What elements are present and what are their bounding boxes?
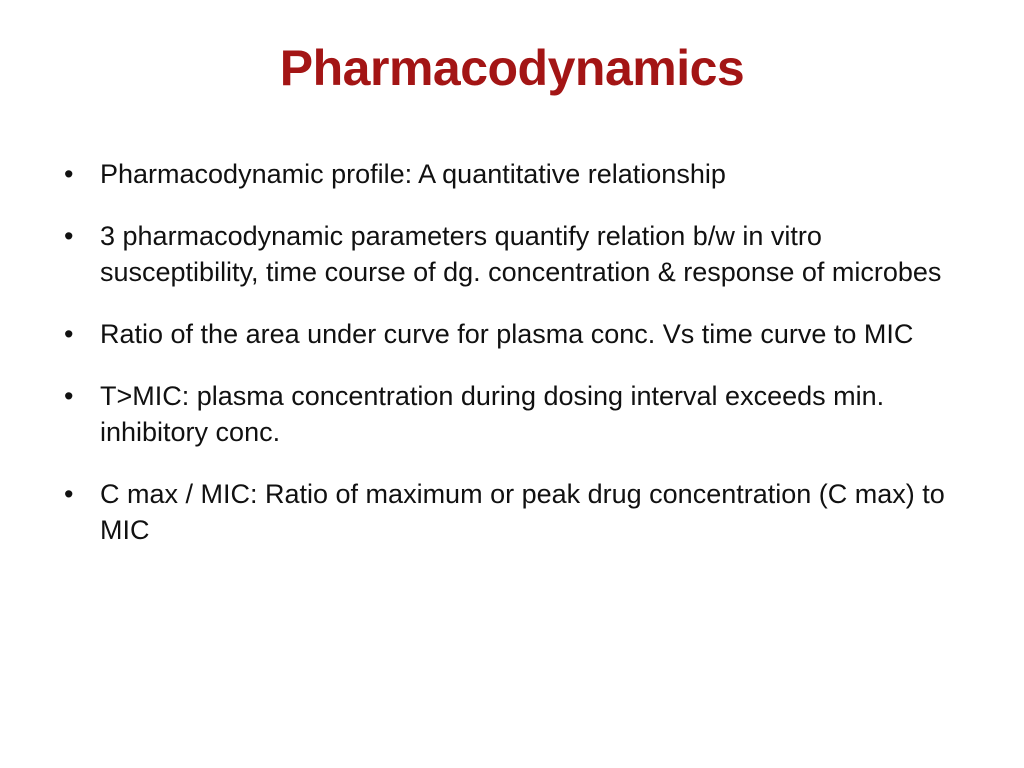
bullet-icon: • [64, 381, 74, 411]
bullet-text: C max / MIC: Ratio of maximum or peak drug concentration (C max) to MIC [100, 479, 945, 545]
bullet-text: Ratio of the area under curve for plasma conc. Vs time curve to MIC [100, 319, 914, 349]
bullet-text: Pharmacodynamic profile: A quantitative relationship [100, 159, 726, 189]
bullet-icon: • [64, 479, 74, 509]
bullet-item [62, 156, 982, 192]
bullet-item [62, 476, 982, 548]
bullet-text: 3 pharmacodynamic parameters quantify relation b/w in vitro susceptibility, time course of dg. concentration & response of microbes [100, 221, 942, 287]
bullet-item [62, 316, 982, 352]
bullet-text: T>MIC: plasma concentration during dosing interval exceeds min. inhibitory conc. [100, 381, 885, 447]
bullet-item [62, 218, 982, 290]
bullet-icon: • [64, 221, 74, 251]
bullet-icon: • [64, 159, 74, 189]
bullet-item [62, 378, 982, 450]
slide-title: Pharmacodynamics [279, 40, 745, 96]
bullet-icon: • [64, 319, 74, 349]
bullet-list [62, 156, 982, 574]
